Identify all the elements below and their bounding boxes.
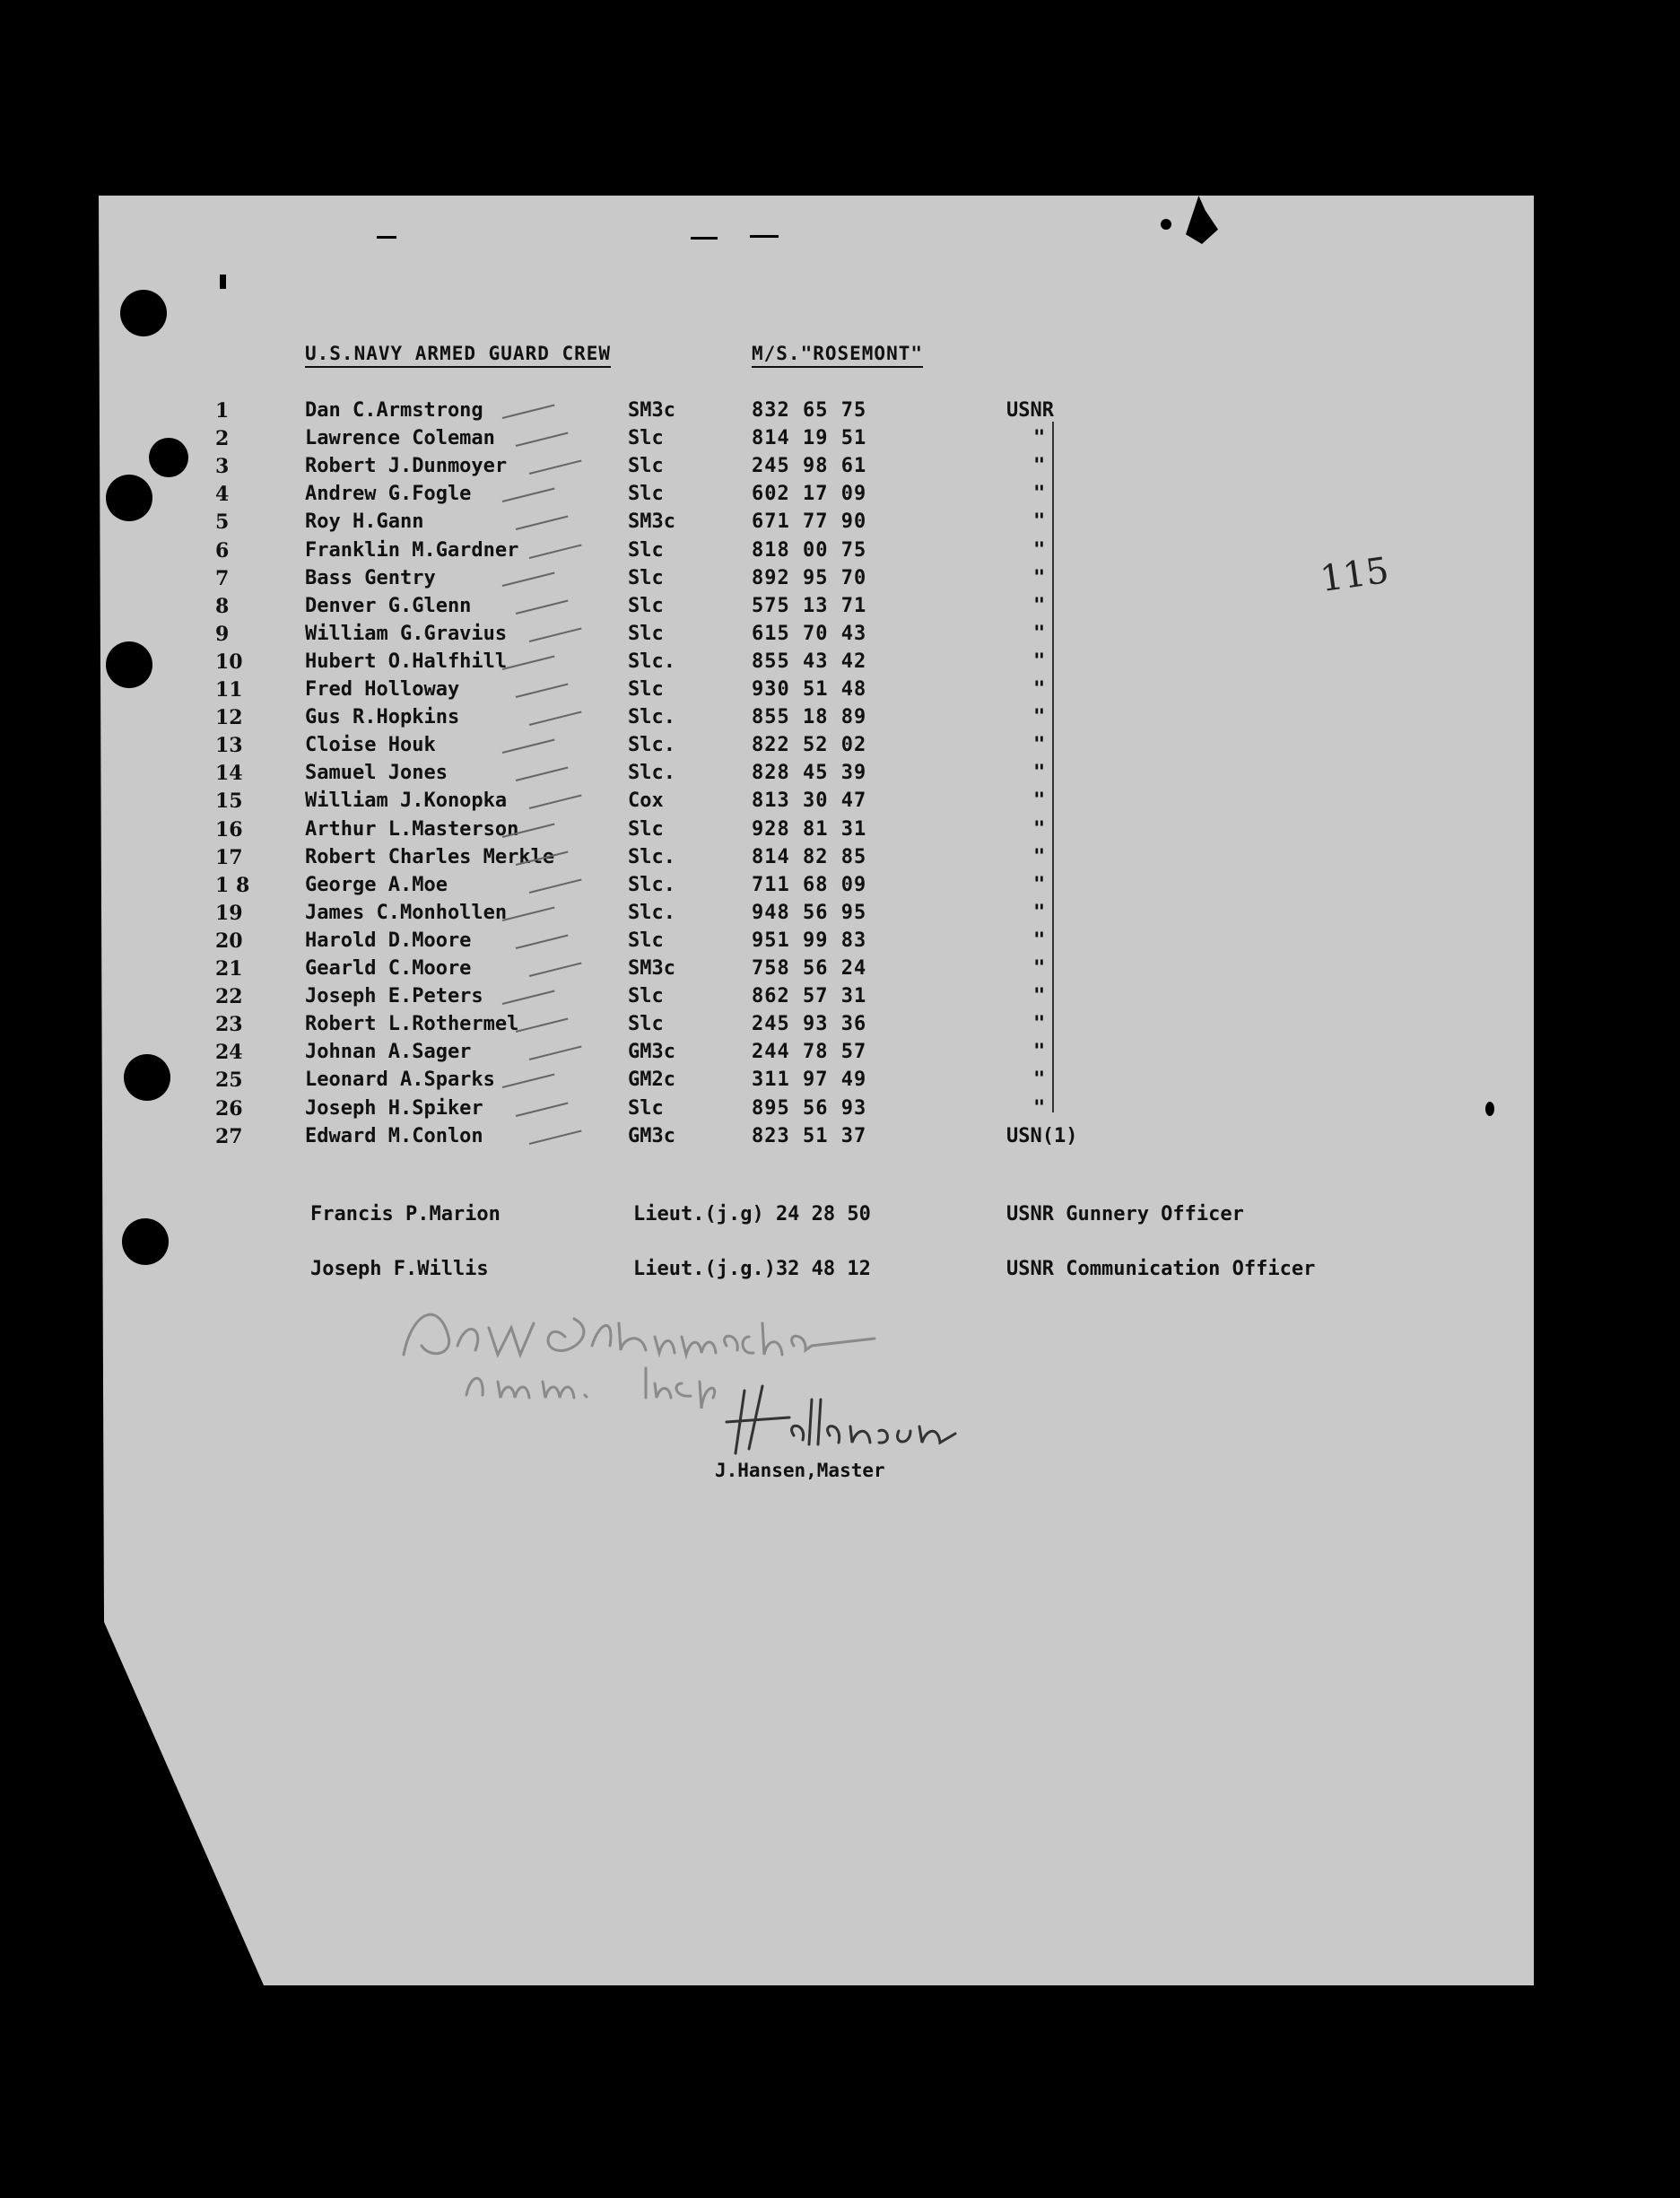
crew-rate: GM3c	[628, 1124, 675, 1147]
crew-name: Harold D.Moore	[305, 929, 472, 952]
crew-rate: Slc.	[628, 734, 675, 757]
service-number: 823 51 37	[752, 1124, 867, 1147]
service-number: 311 97 49	[752, 1068, 867, 1092]
crew-rate: Slc.	[628, 901, 675, 924]
crew-rate: Slc	[628, 566, 664, 589]
ink-speck	[750, 235, 779, 238]
check-mark	[502, 405, 555, 419]
crew-number: 22	[215, 985, 243, 1009]
crew-name: Joseph E.Peters	[305, 985, 483, 1008]
crew-row	[0, 1068, 1680, 1096]
crew-name: Johnan A.Sager	[305, 1041, 472, 1064]
crew-rate: Slc	[628, 1096, 664, 1120]
crew-number: 19	[215, 901, 243, 925]
crew-number: 7	[215, 566, 230, 590]
crew-number: 25	[215, 1068, 243, 1093]
service-number: 818 00 75	[752, 538, 867, 562]
crew-name: Samuel Jones	[305, 762, 448, 785]
crew-number: 26	[215, 1096, 243, 1121]
service-number: 948 56 95	[752, 901, 867, 924]
master-signature	[709, 1382, 978, 1462]
crew-name: Andrew G.Fogle	[305, 483, 472, 506]
crew-number: 1 8	[215, 873, 250, 897]
crew-rate: Slc	[628, 678, 664, 701]
crew-row	[0, 985, 1680, 1013]
crew-row	[0, 874, 1680, 902]
crew-row	[0, 789, 1680, 817]
service-number: 671 77 90	[752, 510, 867, 534]
crew-branch: "	[1033, 650, 1046, 673]
crew-branch: "	[1033, 1068, 1046, 1092]
crew-name: Lawrence Coleman	[305, 427, 495, 450]
officer-name: Joseph F.Willis	[310, 1258, 489, 1280]
crew-row	[0, 957, 1680, 985]
service-number: 575 13 71	[752, 594, 867, 617]
check-mark	[516, 1018, 569, 1033]
crew-branch: USN(1)	[1006, 1124, 1078, 1147]
check-mark	[516, 599, 569, 614]
crew-branch: "	[1033, 734, 1046, 757]
check-mark	[502, 906, 555, 920]
check-mark	[516, 684, 569, 698]
crew-number: 17	[215, 845, 243, 869]
check-mark	[502, 655, 555, 669]
crew-row	[0, 678, 1680, 706]
crew-branch: "	[1033, 1013, 1046, 1036]
crew-row	[0, 427, 1680, 455]
crew-row	[0, 595, 1680, 623]
service-number: 244 78 57	[752, 1041, 867, 1064]
crew-number: 15	[215, 789, 243, 814]
crew-name: Robert J.Dunmoyer	[305, 455, 508, 478]
ink-speck	[691, 237, 718, 240]
ink-blot	[1161, 219, 1171, 230]
service-number: 813 30 47	[752, 789, 867, 813]
check-mark	[529, 878, 582, 893]
crew-branch: "	[1033, 706, 1046, 729]
crew-rate: Cox	[628, 789, 664, 813]
crew-rate: Slc	[628, 929, 664, 952]
crew-branch: "	[1033, 538, 1046, 562]
check-mark	[529, 1130, 582, 1144]
crew-rate: Slc.	[628, 845, 675, 868]
crew-row	[0, 902, 1680, 929]
crew-branch: "	[1033, 845, 1046, 868]
officer-branch: USNR Gunnery Officer	[1006, 1203, 1244, 1225]
crew-row	[0, 510, 1680, 538]
crew-branch: "	[1033, 427, 1046, 450]
crew-row	[0, 929, 1680, 957]
crew-number: 20	[215, 929, 243, 953]
service-number: 855 18 89	[752, 706, 867, 729]
check-mark	[529, 963, 582, 977]
crew-row	[0, 455, 1680, 483]
service-number: 602 17 09	[752, 483, 867, 506]
crew-branch: USNR	[1006, 399, 1054, 422]
crew-rate: Slc	[628, 817, 664, 841]
crew-number: 1	[215, 399, 230, 423]
crew-rate: Slc	[628, 483, 664, 506]
service-number: 245 93 36	[752, 1013, 867, 1036]
crew-branch: "	[1033, 817, 1046, 841]
crew-branch: "	[1033, 455, 1046, 478]
crew-number: 27	[215, 1124, 243, 1148]
crew-rate: Slc	[628, 985, 664, 1008]
crew-row	[0, 539, 1680, 567]
check-mark	[529, 1046, 582, 1060]
ink-speck	[220, 275, 226, 289]
check-mark	[529, 795, 582, 809]
service-number: 814 19 51	[752, 427, 867, 450]
crew-number: 10	[215, 650, 243, 674]
crew-number: 24	[215, 1041, 243, 1065]
service-number: 822 52 02	[752, 734, 867, 757]
check-mark	[529, 460, 582, 475]
check-mark	[529, 711, 582, 726]
crew-name: Franklin M.Gardner	[305, 538, 519, 562]
crew-name: Gus R.Hopkins	[305, 706, 460, 729]
crew-branch: "	[1033, 985, 1046, 1008]
crew-row	[0, 623, 1680, 650]
crew-branch: "	[1033, 1041, 1046, 1064]
ship-name: M/S."ROSEMONT"	[752, 343, 923, 368]
crew-branch: "	[1033, 1096, 1046, 1120]
crew-rate: SM3c	[628, 510, 675, 534]
crew-number: 3	[215, 455, 230, 479]
crew-name: Hubert O.Halfhill	[305, 650, 508, 673]
crew-name: William G.Gravius	[305, 622, 508, 645]
service-number: 892 95 70	[752, 566, 867, 589]
crew-branch: "	[1033, 510, 1046, 534]
crew-number: 23	[215, 1013, 243, 1037]
crew-name: Edward M.Conlon	[305, 1124, 483, 1147]
crew-rate: SM3c	[628, 399, 675, 422]
service-number: 862 57 31	[752, 985, 867, 1008]
crew-rate: Slc.	[628, 762, 675, 785]
binder-hole	[122, 1218, 169, 1265]
crew-branch: "	[1033, 566, 1046, 589]
check-mark	[502, 1074, 555, 1088]
crew-branch: "	[1033, 594, 1046, 617]
crew-branch: "	[1033, 873, 1046, 896]
service-number: 758 56 24	[752, 957, 867, 980]
crew-branch: "	[1033, 678, 1046, 701]
master-label: J.Hansen,Master	[715, 1460, 885, 1481]
check-mark	[502, 739, 555, 754]
crew-name: Gearld C.Moore	[305, 957, 472, 980]
check-mark	[529, 627, 582, 641]
crew-row	[0, 650, 1680, 678]
crew-rate: Slc.	[628, 706, 675, 729]
crew-name: Robert Charles Merkle	[305, 845, 555, 868]
check-mark	[516, 432, 569, 447]
crew-rate: Slc	[628, 427, 664, 450]
crew-row	[0, 706, 1680, 734]
crew-rate: SM3c	[628, 957, 675, 980]
check-mark	[516, 516, 569, 530]
crew-number: 8	[215, 594, 230, 618]
check-mark	[502, 571, 555, 586]
crew-row	[0, 1125, 1680, 1153]
crew-name: Fred Holloway	[305, 678, 460, 701]
crew-branch: "	[1033, 929, 1046, 952]
crew-name: George A.Moe	[305, 873, 448, 896]
crew-row	[0, 762, 1680, 789]
crew-number: 5	[215, 510, 230, 535]
service-number: 951 99 83	[752, 929, 867, 952]
crew-rate: Slc	[628, 594, 664, 617]
check-mark	[529, 544, 582, 558]
crew-name: Cloise Houk	[305, 734, 436, 757]
crew-name: William J.Konopka	[305, 789, 508, 813]
crew-number: 13	[215, 734, 243, 758]
page-number: 115	[1318, 549, 1392, 601]
crew-name: Joseph H.Spiker	[305, 1096, 483, 1120]
crew-rate: Slc	[628, 455, 664, 478]
crew-row	[0, 846, 1680, 874]
check-mark	[516, 1102, 569, 1116]
crew-row	[0, 483, 1680, 510]
officer-branch: USNR Communication Officer	[1006, 1258, 1316, 1280]
crew-number: 21	[215, 957, 243, 981]
crew-rate: Slc	[628, 1013, 664, 1036]
crew-branch: "	[1033, 957, 1046, 980]
crew-number: 11	[215, 678, 243, 702]
service-number: 814 82 85	[752, 845, 867, 868]
crew-branch: "	[1033, 901, 1046, 924]
crew-number: 14	[215, 762, 243, 786]
crew-row	[0, 818, 1680, 846]
crew-branch: "	[1033, 622, 1046, 645]
crew-name: James C.Monhollen	[305, 901, 508, 924]
officer-rank: Lieut.(j.g.)32 48 12	[633, 1258, 871, 1280]
crew-rate: GM3c	[628, 1041, 675, 1064]
ink-speck	[377, 236, 396, 239]
service-number: 828 45 39	[752, 762, 867, 785]
crew-name: Robert L.Rothermel	[305, 1013, 519, 1036]
service-number: 855 43 42	[752, 650, 867, 673]
crew-number: 6	[215, 538, 230, 563]
crew-rate: Slc	[628, 622, 664, 645]
crew-name: Roy H.Gann	[305, 510, 424, 534]
crew-rate: Slc.	[628, 873, 675, 896]
crew-number: 4	[215, 483, 230, 507]
crew-name: Denver G.Glenn	[305, 594, 472, 617]
crew-row	[0, 567, 1680, 595]
crew-name: Dan C.Armstrong	[305, 399, 483, 422]
crew-number: 16	[215, 817, 243, 842]
crew-number: 12	[215, 706, 243, 730]
service-number: 711 68 09	[752, 873, 867, 896]
service-number: 615 70 43	[752, 622, 867, 645]
crew-row	[0, 1041, 1680, 1068]
crew-rate: GM2c	[628, 1068, 675, 1092]
crew-rate: Slc	[628, 538, 664, 562]
check-mark	[516, 934, 569, 948]
crew-number: 2	[215, 427, 230, 451]
crew-rate: Slc.	[628, 650, 675, 673]
crew-branch: "	[1033, 483, 1046, 506]
bracket-line	[1052, 422, 1054, 1112]
crew-name: Arthur L.Masterson	[305, 817, 519, 841]
crew-row	[0, 399, 1680, 427]
service-number: 928 81 31	[752, 817, 867, 841]
check-mark	[516, 767, 569, 781]
crew-name: Leonard A.Sparks	[305, 1068, 495, 1092]
service-number: 930 51 48	[752, 678, 867, 701]
crew-number: 9	[215, 622, 230, 646]
service-number: 245 98 61	[752, 455, 867, 478]
service-number: 895 56 93	[752, 1096, 867, 1120]
crew-name: Bass Gentry	[305, 566, 436, 589]
check-mark	[502, 990, 555, 1005]
document-heading: U.S.NAVY ARMED GUARD CREW	[305, 343, 611, 368]
crew-row	[0, 734, 1680, 762]
crew-branch: "	[1033, 762, 1046, 785]
check-mark	[502, 488, 555, 502]
officer-rank: Lieut.(j.g) 24 28 50	[633, 1203, 871, 1225]
service-number: 832 65 75	[752, 399, 867, 422]
binder-hole	[120, 290, 167, 336]
officer-name: Francis P.Marion	[310, 1203, 501, 1225]
crew-branch: "	[1033, 789, 1046, 813]
crew-row	[0, 1097, 1680, 1125]
crew-row	[0, 1013, 1680, 1041]
